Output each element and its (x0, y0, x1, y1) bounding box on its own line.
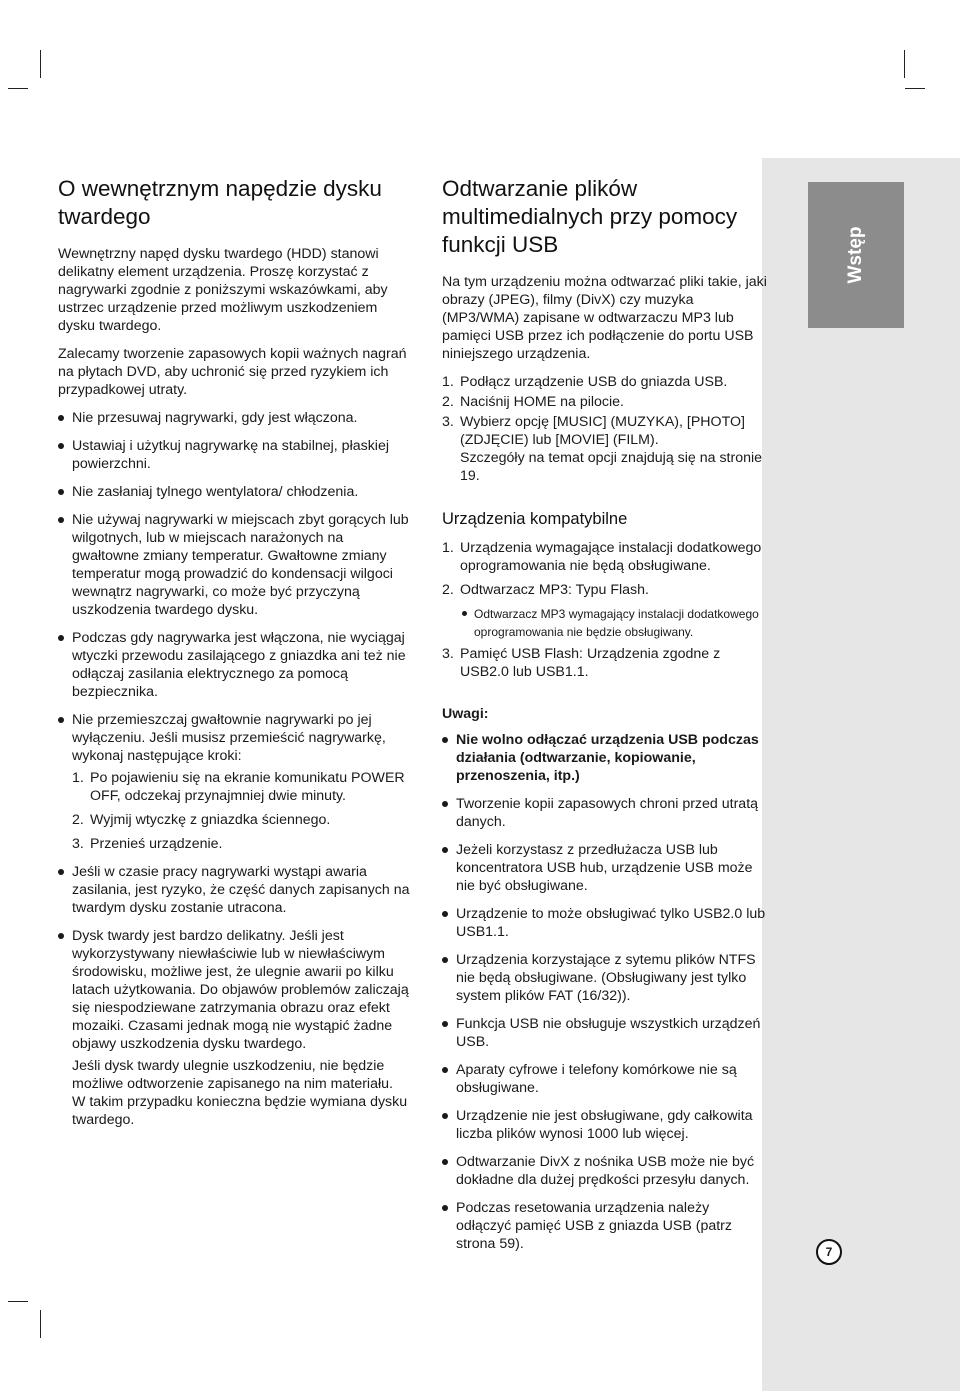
list-item: Nie przemieszczaj gwałtownie nagrywarki po jej wyłączeniu. Jeśli musisz przemieścić nagrywarkę, wykonaj następujące kroki: 1. Po pojawieniu się na ekranie komunikatu POWER OFF, odczekaj przynajmniej dwie minuty. 2. Wyjmij wtyczkę z gniazdka ściennego. 3. Przenieś urządzenie. (58, 711, 410, 853)
list-item: Nie przesuwaj nagrywarki, gdy jest włączona. (58, 409, 410, 427)
usb-step-note: Szczegóły na temat opcji znajdują się na stronie 19. (460, 450, 763, 484)
compat-item: 2. Odtwarzacz MP3: Typu Flash. Odtwarzacz MP3 wymagający instalacji dodatkowego oprogramowania nie będzie obsługiwany. (442, 581, 768, 641)
crop-mark (905, 88, 925, 89)
compat-section-title: Urządzenia kompatybilne (442, 510, 628, 528)
hdd-backup-advice: Zalecamy tworzenie zapasowych kopii ważnych nagrań na płytach DVD, aby uchronić się przed ryzykiem ich przypadkowej utraty. (58, 346, 407, 398)
hdd-failure-note: Jeśli dysk twardy ulegnie uszkodzeniu, nie będzie możliwe odtworzenie zapisanego na nim materiału. W takim przypadku konieczna będzie wymiana dysku twardego. (72, 1058, 408, 1128)
crop-mark (904, 50, 905, 78)
list-item: Ustawiaj i użytkuj nagrywarkę na stabilnej, płaskiej powierzchni. (58, 437, 410, 473)
hdd-intro: Wewnętrzny napęd dysku twardego (HDD) stanowi delikatny element urządzenia. Proszę korzystać z nagrywarki zgodnie z poniższymi wskazówkami, aby ustrzec urządzenie przed możliwym uszkodzeniem dysku twardego. (58, 246, 388, 334)
left-column (58, 175, 410, 1139)
list-item: Nie używaj nagrywarki w miejscach zbyt gorących lub wilgotnych, lub w miejscach narażonych na gwałtowne zmiany temperatur. Gwałtowne zmiany temperatur mogą prowadzić do kondensacji wilgoci wewnątrz nagrywarki, co może być przyczyną uszkodzenia twardego dysku. (58, 511, 410, 619)
move-steps-list (72, 769, 410, 853)
move-step: 2. Wyjmij wtyczkę z gniazdka ściennego. (72, 812, 331, 828)
list-item: Aparaty cyfrowe i telefony komórkowe nie są obsługiwane. (442, 1061, 768, 1097)
list-item: Tworzenie kopii zapasowych chroni przed utratą danych. (442, 795, 768, 831)
usb-step: 3. Wybierz opcję [MUSIC] (MUZYKA), [PHOTO] (ZDJĘCIE) lub [MOVIE] (FILM). Szczegóły na temat opcji znajdują się na stronie 19. (442, 414, 763, 484)
crop-mark (40, 50, 41, 78)
list-item: Podczas resetowania urządzenia należy odłączyć pamięć USB z gniazda USB (patrz strona 59). (442, 1199, 768, 1253)
crop-mark (8, 1301, 28, 1302)
list-item: Podczas gdy nagrywarka jest włączona, nie wyciągaj wtyczki przewodu zasilającego z gniazdka ani też nie odłączaj zasilania elektrycznego za pomocą bezpiecznika. (58, 629, 410, 701)
list-item: Urządzenie to może obsługiwać tylko USB2.0 lub USB1.1. (442, 905, 768, 941)
compat-item: 1. Urządzenia wymagające instalacji dodatkowego oprogramowania nie będą obsługiwane. (442, 540, 762, 574)
usb-step: 1. Podłącz urządzenie USB do gniazda USB. (442, 374, 728, 390)
move-step: 1. Po pojawieniu się na ekranie komunikatu POWER OFF, odczekaj przynajmniej dwie minuty. (72, 770, 405, 804)
notes-title: Uwagi: (442, 706, 489, 722)
list-item: Jeżeli korzystasz z przedłużacza USB lub koncentratora USB hub, urządzenie USB może nie być obsługiwane. (442, 841, 768, 895)
page-number: 7 (816, 1239, 842, 1265)
notes-list (442, 731, 768, 1253)
usb-section (442, 175, 768, 1253)
section-tab-label: Wstęp (845, 226, 866, 284)
crop-mark (40, 1310, 41, 1338)
compat-sub-list (460, 605, 768, 641)
compat-item: 3. Pamięć USB Flash: Urządzenia zgodne z USB2.0 lub USB1.1. (442, 646, 721, 680)
usb-step: 2. Naciśnij HOME na pilocie. (442, 394, 625, 410)
list-item: Jeśli w czasie pracy nagrywarki wystąpi awaria zasilania, jest ryzyko, że część danych zapisanych na twardym dysku zostanie utracona. (58, 863, 410, 917)
usb-steps-list (442, 373, 768, 485)
compat-sub-item: Odtwarzacz MP3 wymagający instalacji dodatkowego oprogramowania nie będzie obsługiwany. (460, 605, 768, 641)
list-item: Odtwarzanie DivX z nośnika USB może nie być dokładne dla dużej prędkości przesyłu danych. (442, 1153, 768, 1189)
list-item: Dysk twardy jest bardzo delikatny. Jeśli jest wykorzystywany niewłaściwie lub w niewłaściwym środowisku, możliwe jest, że ulegnie awarii po kilku latach użytkowania. Do objawów problemów zaliczają się niespodziewane zatrzymania obrazu oraz efekt mozaiki. Czasami jednak mogą nie wystąpić żadne objawy uszkodzenia dysku twardego. Jeśli dysk twardy ulegnie uszkodzeniu, nie będzie możliwe odtworzenie zapisanego na nim materiału. W takim przypadku konieczna będzie wymiana dysku twardego. (58, 927, 410, 1129)
move-step: 3. Przenieś urządzenie. (72, 836, 223, 852)
list-item: Nie wolno odłączać urządzenia USB podczas działania (odtwarzanie, kopiowanie, przenoszenia, itp.) (442, 731, 768, 785)
section-tab (808, 182, 904, 328)
list-item: Urządzenie nie jest obsługiwane, gdy całkowita liczba plików wynosi 1000 lub więcej. (442, 1107, 768, 1143)
list-item: Urządzenia korzystające z sytemu plików NTFS nie będą obsługiwane. (Obsługiwany jest tylko system plików FAT (16/32)). (442, 951, 768, 1005)
list-item: Nie zasłaniaj tylnego wentylatora/ chłodzenia. (58, 483, 410, 501)
crop-mark (8, 88, 28, 89)
compat-list (442, 539, 768, 681)
usb-section-title: Odtwarzanie plików multimedialnych przy pomocy funkcji USB (442, 176, 738, 257)
hdd-section-title: O wewnętrznym napędzie dysku twardego (58, 176, 382, 229)
list-item: Funkcja USB nie obsługuje wszystkich urządzeń USB. (442, 1015, 768, 1051)
usb-intro: Na tym urządzeniu można odtwarzać pliki takie, jaki obrazy (JPEG), filmy (DivX) czy muzyka (MP3/WMA) zapisane w odtwarzaczu MP3 lub pamięci USB przez ich podłączenie do portu USB niniejszego urządzenia. (442, 274, 767, 362)
right-column (442, 175, 798, 1263)
hdd-warning-list (58, 409, 410, 1129)
